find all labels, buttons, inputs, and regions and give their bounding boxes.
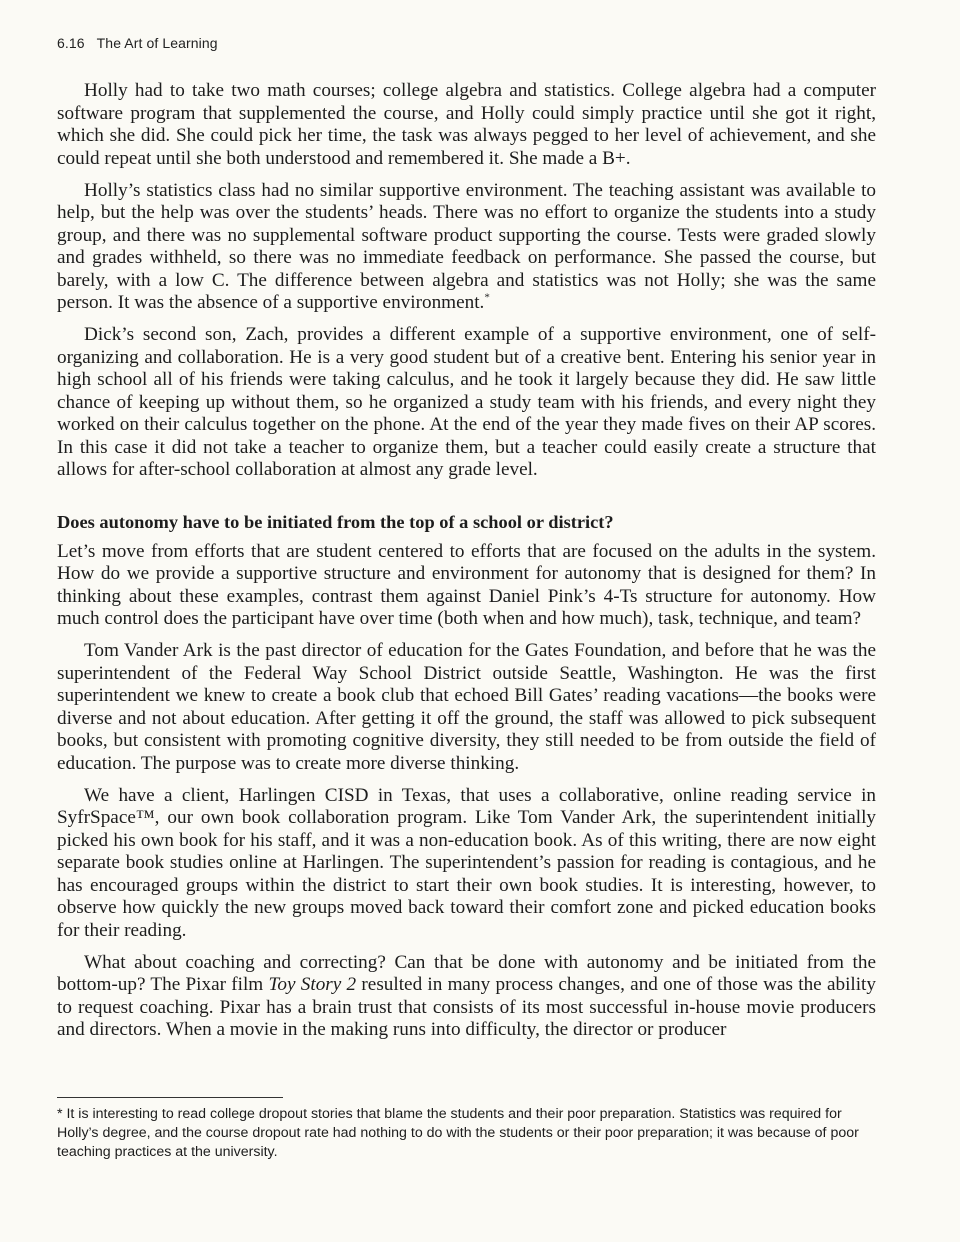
paragraph-zach-calculus: Dick’s second son, Zach, provides a different example of a supportive environment, one of self-organizing and collaboration. He is a very good student but of a creative bent. Entering his senior year in high school all of his friends were taking calculus, and he took it largely because they did. He saw little chance of keeping up without them, so he organized a study team with his friends, and every night they worked on their calculus together on the phone. At the end of the year they made fives on their AP scores. In this case it did not take a teacher to organize them, but a teacher could easily create a structure that allows for after-school collaboration at almost any grade level. — [57, 324, 876, 480]
section-heading: Does autonomy have to be initiated from the top of a school or district? — [57, 511, 614, 532]
paragraph-coaching-rest: resulted in many process changes, and one of those was the ability to request coaching. Pixar has a brain trust that consists of its most successful in-house movie producers and directors. When a movie in the making runs into difficulty, the director or producer — [57, 974, 876, 1040]
paragraph-holly-algebra: Holly had to take two math courses; college algebra and statistics. College algebra had a computer software program that supplemented the course, and Holly could simply practice until she got it right, which she did. She could pick her time, the task was always pegged to her level of achievement, and she could repeat until she both understood and remembered it. She made a B+. — [57, 80, 876, 169]
paragraph-coaching-intro: What about coaching and correcting? Can that be done with autonomy and be initiated from the bottom-up? The Pixar film — [57, 951, 876, 995]
paragraph-coaching — [57, 952, 876, 1042]
page-number: 6.16 — [57, 35, 85, 51]
footnote-reference-mark: * — [484, 291, 490, 304]
running-head — [57, 35, 218, 51]
paragraph-holly-statistics — [57, 180, 876, 315]
paragraph-harlingen: We have a client, Harlingen CISD in Texas, that uses a collaborative, online reading service in SyfrSpace™, our own book collaboration program. Like Tom Vander Ark, the superintendent initially picked his own book for his staff, and it was a non-education book. As of this writing, there are now eight separate book studies online at Harlingen. The superintendent’s passion for reading is contagious, and he has encouraged groups within the district to start their own book studies. It is interesting, however, to observe how quickly the new groups moved back toward their comfort zone and picked education books for their reading. — [57, 784, 876, 941]
paragraph-holly-statistics-text: Holly’s statistics class had no similar supportive environment. The teaching assistant was available to help, but the help was over the students’ heads. There was no effort to organize the students into a study group, and there was no supplemental software product supporting the course. Tests were graded slowly and grades withheld, so there was no immediate feedback on performance. She passed the course, but barely, with a low C. The difference between algebra and statistics was not Holly; she was the same person. It was the absence of a supportive environment. — [57, 179, 876, 313]
main-text — [57, 80, 876, 1051]
footnote-divider — [57, 1097, 283, 1098]
paragraph-tom-vander-ark: Tom Vander Ark is the past director of education for the Gates Foundation, and before that he was the superintendent of the Federal Way School District outside Seattle, Washington. He was the first superintendent we knew to create a book club that echoed Bill Gates’ reading vacations—the books were diverse and not about education. After getting it off the ground, the staff was allowed to pick subsequent books, but consistent with promoting cognitive diversity, they still needed to be from outside the field of education. The purpose was to create more diverse thinking. — [57, 640, 876, 774]
footnote: * It is interesting to read college dropout stories that blame the students and their poor preparation. Statistics was required for Holly’s degree, and the course dropout rate had nothing to do with the students or their poor preparation; it was because of poor teaching practices at the university. — [57, 1106, 859, 1160]
book-title: The Art of Learning — [96, 35, 218, 51]
paragraph-adults-in-system: Let’s move from efforts that are student centered to efforts that are focused on the adults in the system. How do we provide a supportive structure and environment for autonomy that is designed for them? In thinking about these examples, contrast them against Daniel Pink’s 4-Ts structure for autonomy. How much control does the participant have over time (both when and how much), task, technique, and team? — [57, 540, 876, 629]
film-title: Toy Story 2 — [268, 974, 357, 995]
